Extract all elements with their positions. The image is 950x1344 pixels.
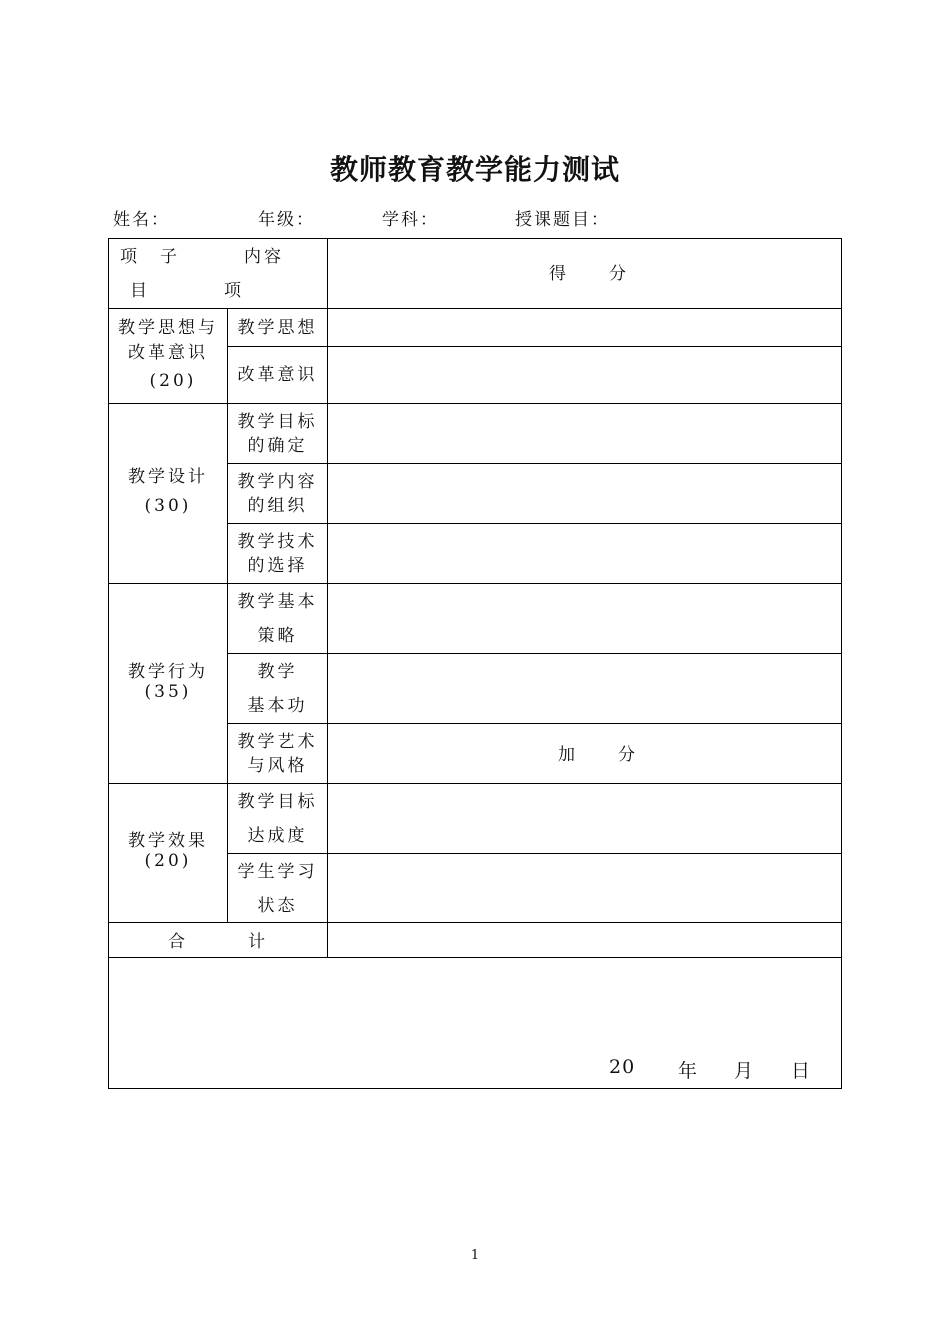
subitem-label-line2: 的选择 [247, 556, 308, 576]
subitem-label-line2: 状态 [257, 896, 298, 916]
page-title: 教师教育教学能力测试 [329, 153, 620, 186]
comment-box[interactable] [108, 957, 842, 1089]
score-cell[interactable] [327, 403, 842, 464]
subitem-label-line1: 教学目标 [237, 792, 318, 812]
date-year-prefix: 20 [609, 1056, 636, 1078]
name-label: 姓名： [113, 210, 170, 230]
category-points: (20) [144, 851, 192, 871]
category-cell [108, 403, 228, 584]
category-name-line2: 改革意识 [128, 343, 208, 363]
category-name-line1: 教学思想与 [118, 318, 218, 338]
category-points: (20) [149, 371, 197, 391]
score-cell[interactable] [327, 853, 842, 923]
header-sub-bottom: 项 [224, 281, 244, 301]
header-sub-top: 内容 [244, 247, 284, 267]
subitem-label: 教学思想 [237, 318, 318, 338]
subitem-label-line1: 教学目标 [237, 412, 318, 432]
total-score-cell[interactable] [327, 922, 842, 958]
score-cell[interactable] [327, 308, 842, 347]
category-name: 教学设计 [128, 467, 208, 487]
date-month-label: 月 [734, 1060, 757, 1082]
header-item-top: 项 子 [120, 247, 180, 267]
score-cell[interactable] [327, 523, 842, 584]
subitem-label-line1: 学生学习 [237, 862, 318, 882]
date-year-label: 年 [678, 1060, 701, 1082]
subitem-label-line2: 的组织 [247, 496, 308, 516]
category-points: (35) [144, 682, 192, 702]
subitem-label-line2: 基本功 [247, 696, 308, 716]
header-score-label: 得 分 [549, 264, 629, 284]
subitem-label: 改革意识 [237, 365, 318, 385]
topic-label: 授课题目： [515, 210, 610, 230]
subitem-label-line1: 教学内容 [237, 472, 318, 492]
subitem-label-line2: 的确定 [247, 436, 308, 456]
total-label: 合 计 [168, 932, 268, 952]
score-cell[interactable] [327, 783, 842, 854]
score-cell[interactable] [327, 463, 842, 524]
score-cell[interactable] [327, 346, 842, 404]
date-day-label: 日 [791, 1060, 814, 1082]
score-cell[interactable] [327, 653, 842, 724]
subject-label: 学科： [382, 210, 439, 230]
subitem-label-line2: 达成度 [247, 826, 308, 846]
subitem-label-line2: 策略 [257, 626, 298, 646]
score-cell[interactable] [327, 583, 842, 654]
category-points: (30) [144, 496, 192, 516]
category-name: 教学效果 [128, 831, 208, 851]
subitem-label-line1: 教学技术 [237, 532, 318, 552]
grade-label: 年级： [258, 210, 315, 230]
subitem-label-line1: 教学 [257, 662, 298, 682]
page-number: 1 [470, 1248, 480, 1263]
subitem-label-line1: 教学艺术 [237, 732, 318, 752]
header-item-bottom: 目 [130, 281, 150, 301]
category-name: 教学行为 [128, 662, 208, 682]
subitem-label-line2: 与风格 [247, 756, 308, 776]
subitem-label-line1: 教学基本 [237, 592, 318, 612]
bonus-label: 加 分 [558, 745, 638, 765]
